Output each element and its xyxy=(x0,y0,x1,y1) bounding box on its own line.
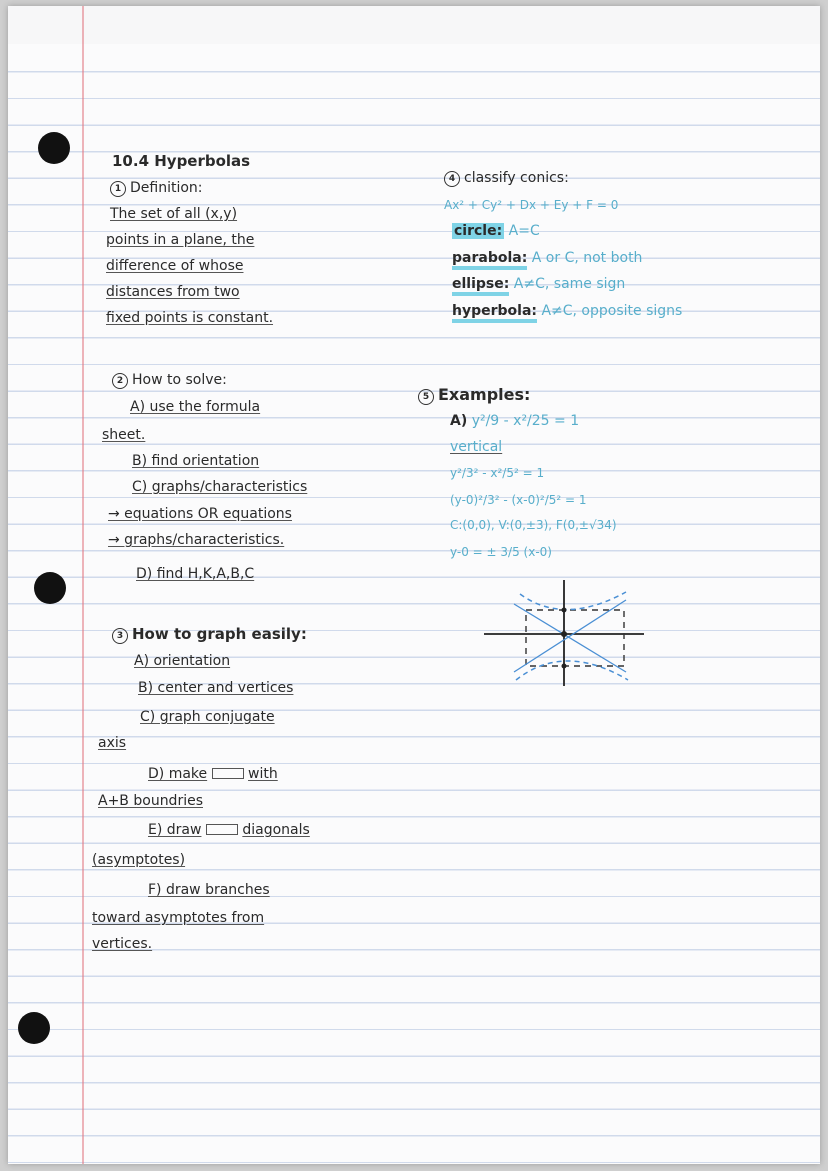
classify-conics-heading xyxy=(444,169,569,187)
conic-row-ellipse xyxy=(452,275,625,293)
conic-row-circle xyxy=(452,222,540,240)
step-number: 5 xyxy=(418,389,434,405)
lower-branch xyxy=(516,661,628,680)
center-point xyxy=(561,631,567,637)
example-line: y-0 = ± 3/5 (x-0) xyxy=(450,545,552,559)
how-to-graph-heading xyxy=(112,625,307,644)
conic-row-parabola xyxy=(452,249,642,267)
conic-rule: A≠C, opposite signs xyxy=(541,303,683,319)
conic-rule: A=C xyxy=(508,223,540,239)
step-text: with xyxy=(248,766,278,782)
examples-heading xyxy=(418,386,530,405)
hyperbola-sketch xyxy=(476,576,652,688)
solve-step: → equations OR equations xyxy=(108,506,292,522)
step-text: E) draw xyxy=(148,822,202,838)
definition-line: The set of all (x,y) xyxy=(110,206,238,222)
example-line: (y-0)²/3² - (x-0)²/5² = 1 xyxy=(450,493,587,507)
graph-step: axis xyxy=(98,735,127,751)
page-title: 10.4 Hyperbolas xyxy=(112,152,251,170)
graph-step: B) center and vertices xyxy=(138,680,294,696)
conic-row-hyperbola xyxy=(452,302,682,320)
graph-step xyxy=(148,821,310,839)
rectangle-sketch xyxy=(206,824,238,835)
solve-step: sheet. xyxy=(102,427,146,443)
example-label: A) xyxy=(450,413,468,429)
heading-text: How to graph easily: xyxy=(132,625,307,643)
page-top-band xyxy=(8,6,820,44)
conic-rule: A or C, not both xyxy=(531,250,643,266)
upper-branch xyxy=(520,592,626,610)
heading-text: Definition: xyxy=(130,180,203,196)
step-number: 4 xyxy=(444,171,460,187)
step-number: 2 xyxy=(112,373,128,389)
graph-step xyxy=(148,765,278,783)
solve-step: D) find H,K,A,B,C xyxy=(136,566,255,582)
heading-text: How to solve: xyxy=(132,372,227,388)
notebook-page xyxy=(8,6,820,1164)
example-line: y²/3² - x²/5² = 1 xyxy=(450,466,545,480)
step-text: diagonals xyxy=(242,822,310,838)
heading-text: Examples: xyxy=(438,385,531,404)
step-number: 3 xyxy=(112,628,128,644)
definition-line: fixed points is constant. xyxy=(106,310,274,326)
example-equation: y²/9 - x²/25 = 1 xyxy=(471,413,580,429)
solve-step: A) use the formula xyxy=(130,399,261,415)
binder-hole xyxy=(18,1012,50,1044)
definition-heading xyxy=(110,179,203,197)
definition-line: distances from two xyxy=(106,284,240,300)
conic-label: circle: xyxy=(454,223,503,239)
definition-line: difference of whose xyxy=(106,258,244,274)
definition-line: points in a plane, the xyxy=(106,232,255,248)
graph-step: C) graph conjugate xyxy=(140,709,275,725)
conic-rule: A≠C, same sign xyxy=(513,276,626,292)
general-form: Ax² + Cy² + Dx + Ey + F = 0 xyxy=(444,198,619,212)
vertex-point xyxy=(562,608,567,613)
conic-label: parabola: xyxy=(452,250,527,270)
graph-step: (asymptotes) xyxy=(92,852,186,868)
graph-step: F) draw branches xyxy=(148,882,270,898)
vertex-point xyxy=(562,664,567,669)
graph-step: toward asymptotes from xyxy=(92,910,265,926)
solve-step: C) graphs/characteristics xyxy=(132,479,308,495)
example-a xyxy=(450,412,579,430)
binder-hole xyxy=(38,132,70,164)
margin-line xyxy=(82,6,84,1164)
guide-rectangle xyxy=(526,610,624,666)
conic-label: hyperbola: xyxy=(452,303,537,323)
example-line: C:(0,0), V:(0,±3), F(0,±√34) xyxy=(450,518,617,532)
example-line: vertical xyxy=(450,439,503,455)
rectangle-sketch xyxy=(212,768,244,779)
binder-hole xyxy=(34,572,66,604)
solve-step: → graphs/characteristics. xyxy=(108,532,285,548)
conic-label: ellipse: xyxy=(452,276,509,296)
heading-text: classify conics: xyxy=(464,170,569,186)
graph-step: vertices. xyxy=(92,936,153,952)
step-text: D) make xyxy=(148,766,208,782)
graph-step: A+B boundries xyxy=(98,793,203,809)
graph-step: A) orientation xyxy=(134,653,231,669)
solve-step: B) find orientation xyxy=(132,453,260,469)
step-number: 1 xyxy=(110,181,126,197)
how-to-solve-heading xyxy=(112,371,227,389)
